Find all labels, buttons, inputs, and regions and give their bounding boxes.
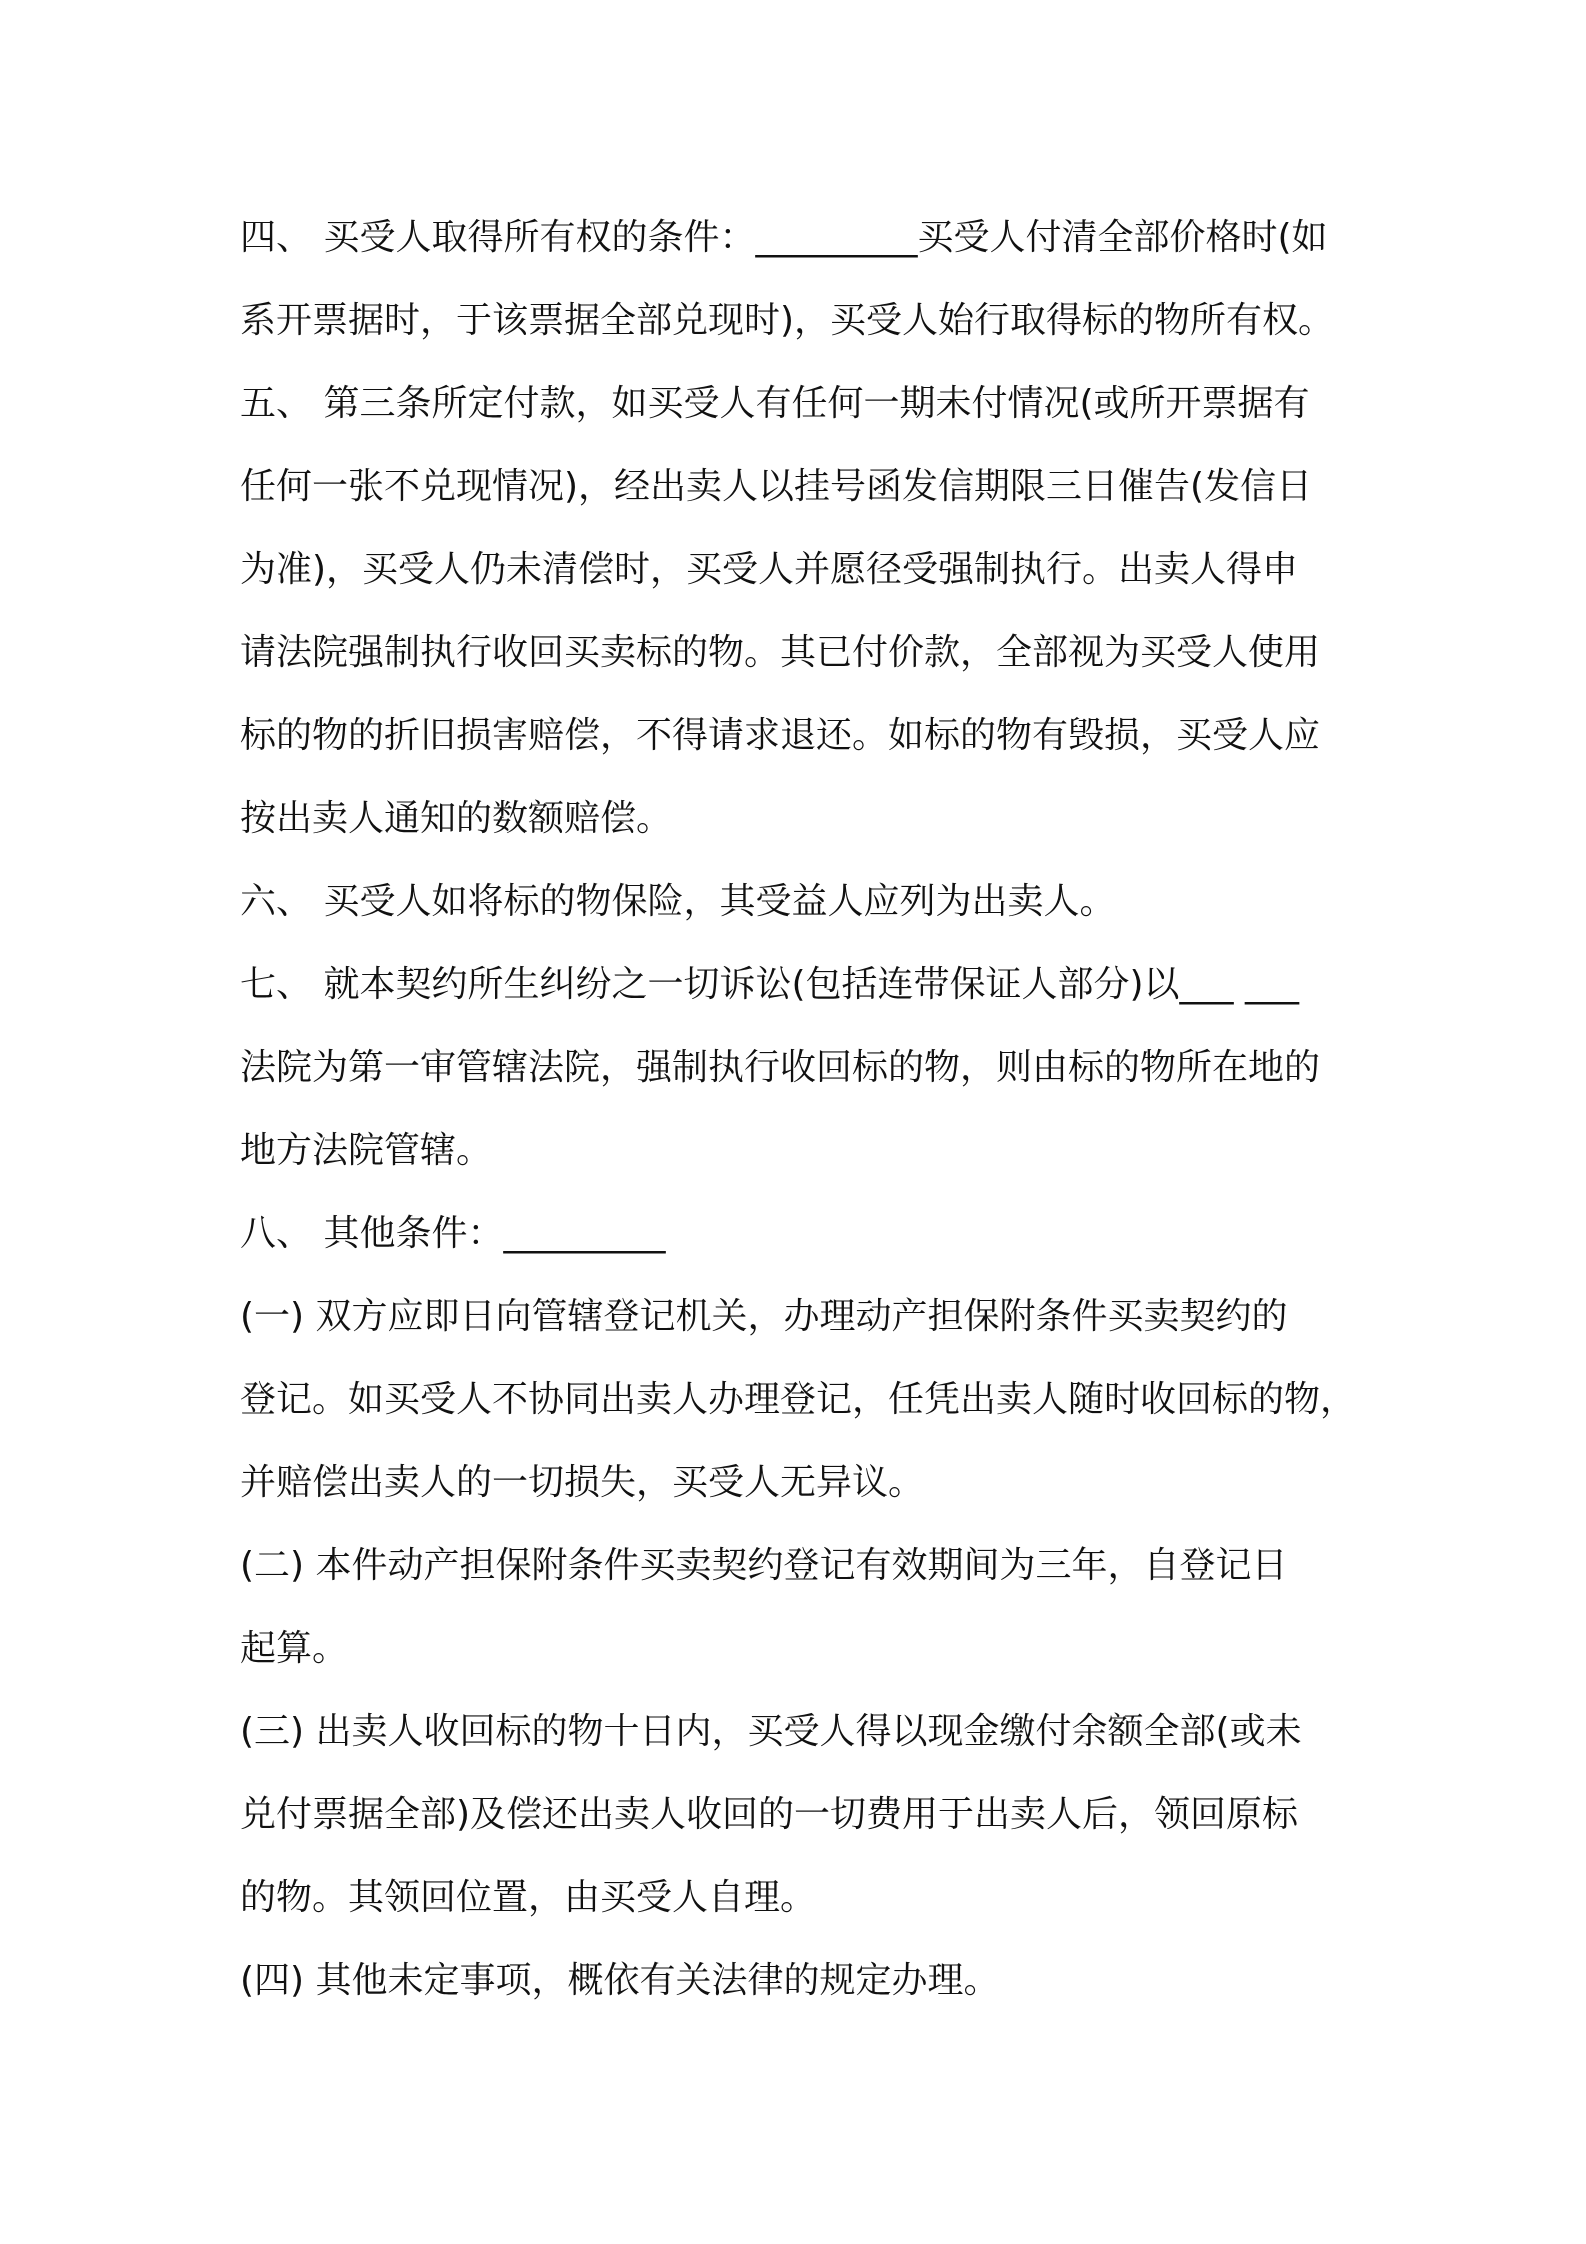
text-line: 七、 就本契约所生纠纷之一切诉讼(包括连带保证人部分)以___ ___ [240,964,1299,1005]
text-line: 标的物的折旧损害赔偿，不得请求退还。如标的物有毁损，买受人应 [240,715,1321,756]
text-line: 四、 买受人取得所有权的条件：_________买受人付清全部价格时(如 [240,217,1328,258]
clause-8 [240,1192,1360,1275]
text-line: 系开票据时，于该票据全部兑现时)，买受人始行取得标的物所有权。 [240,300,1335,341]
text-line: 起算。 [240,1628,349,1669]
text-line: 按出卖人通知的数额赔偿。 [240,798,673,839]
text-line: (四) 其他未定事项，概依有关法律的规定办理。 [240,1960,1000,2001]
text-line: (二) 本件动产担保附条件买卖契约登记有效期间为三年，自登记日 [240,1545,1288,1586]
clause-7 [240,943,1360,1192]
clause-8-3 [240,1690,1360,1939]
text-line: 并赔偿出卖人的一切损失，买受人无异议。 [240,1462,925,1503]
text-line: 为准)，买受人仍未清偿时，买受人并愿径受强制执行。出卖人得申 [240,549,1299,590]
document-body [240,196,1360,2022]
clause-8-2 [240,1524,1360,1690]
text-line: 地方法院管辖。 [240,1130,493,1171]
text-line: 五、 第三条所定付款，如买受人有任何一期未付情况(或所开票据有 [240,383,1310,424]
clause-5 [240,362,1360,860]
text-line: (三) 出卖人收回标的物十日内，买受人得以现金缴付余额全部(或未 [240,1711,1302,1752]
clause-8-4 [240,1939,1360,2022]
text-line: 的物。其领回位置，由买受人自理。 [240,1877,817,1918]
clause-4 [240,196,1360,362]
text-line: 六、 买受人如将标的物保险，其受益人应列为出卖人。 [240,881,1116,922]
clause-8-1 [240,1275,1360,1524]
text-line: 八、 其他条件：_________ [240,1213,666,1254]
text-line: (一) 双方应即日向管辖登记机关，办理动产担保附条件买卖契约的 [240,1296,1288,1337]
text-line: 请法院强制执行收回买卖标的物。其已付价款，全部视为买受人使用 [240,632,1321,673]
clause-6 [240,860,1360,943]
text-line: 法院为第一审管辖法院，强制执行收回标的物，则由标的物所在地的 [240,1047,1321,1088]
text-line: 登记。如买受人不协同出卖人办理登记，任凭出卖人随时收回标的物， [240,1379,1357,1420]
text-line: 兑付票据全部)及偿还出卖人收回的一切费用于出卖人后，领回原标 [240,1794,1299,1835]
text-line: 任何一张不兑现情况)，经出卖人以挂号函发信期限三日催告(发信日 [240,466,1313,507]
